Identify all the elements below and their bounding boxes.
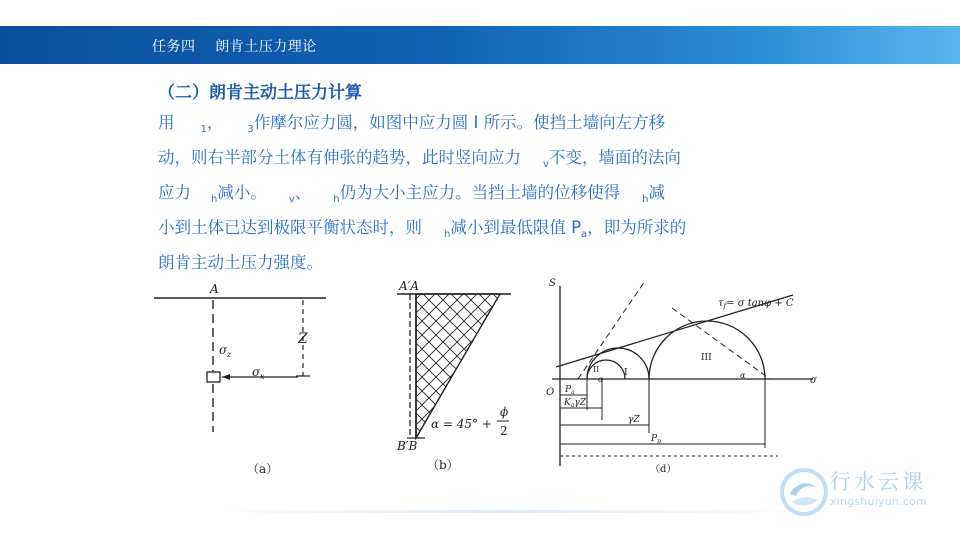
label-o: O bbox=[546, 387, 555, 398]
subscript: v bbox=[543, 159, 549, 170]
paragraph-line-2 bbox=[158, 148, 681, 171]
figure-b-caption: （b） bbox=[427, 458, 459, 472]
logo-url: xingshuiyun.com bbox=[830, 496, 927, 508]
label-top: A′A bbox=[399, 279, 420, 293]
hatch-line bbox=[385, 278, 395, 448]
text: 小到土体已达到极限平衡状态时，则 bbox=[158, 218, 422, 237]
logo-name: 行水云课 bbox=[830, 470, 926, 494]
label-a: A bbox=[210, 282, 219, 296]
hatch-line bbox=[385, 278, 437, 448]
logo bbox=[780, 462, 950, 522]
bottom-divider bbox=[205, 510, 805, 513]
label-circle-i: I bbox=[624, 368, 628, 378]
label-circle-ii: II bbox=[593, 365, 600, 374]
label-sigma-z: σ bbox=[219, 343, 228, 357]
label-sigma-x: σ bbox=[252, 365, 261, 379]
hatch-line bbox=[505, 278, 520, 448]
text: 应力 bbox=[158, 183, 191, 202]
water-wave-logo-icon bbox=[780, 464, 828, 520]
subscript: h bbox=[642, 194, 649, 205]
arrowhead bbox=[222, 374, 230, 380]
text: 作摩尔应力圆，如图中应力圆 I 所示。使挡土墙向左方移 bbox=[253, 113, 666, 132]
text: ，即为所求的 bbox=[587, 218, 687, 237]
hatch-line bbox=[491, 278, 520, 448]
text: 动，则右半部分土体有伸张的趋势，此时竖向应力 bbox=[158, 148, 521, 167]
label-s: S bbox=[549, 278, 556, 289]
text: 仍为大小主应力。当挡土墙的位移使得 bbox=[339, 183, 621, 202]
subscript: h bbox=[211, 194, 218, 205]
label-z: Z bbox=[298, 331, 308, 347]
mohr-circle-iii bbox=[649, 321, 765, 379]
label-pp: $P_p$ bbox=[651, 434, 661, 445]
figure-d-caption: （d） bbox=[650, 464, 677, 475]
text: ， bbox=[206, 113, 224, 132]
hatch-line bbox=[385, 278, 395, 448]
soil-element bbox=[207, 372, 220, 382]
paragraph-line-5: 朗肯主动土压力强度。 bbox=[158, 253, 323, 272]
label-sigma-x-sub: x bbox=[260, 372, 265, 381]
subscript: a bbox=[581, 229, 588, 240]
subscript: h bbox=[444, 229, 451, 240]
text: 减小。 bbox=[217, 183, 267, 202]
text: 用 bbox=[158, 113, 175, 132]
hatch-line bbox=[505, 278, 520, 448]
label-sigma-z-sub: z bbox=[227, 350, 232, 359]
subscript: 1 bbox=[200, 124, 207, 135]
figure-b-wall-wedge bbox=[385, 278, 520, 453]
hatch-line bbox=[519, 278, 520, 448]
hatch-line bbox=[385, 278, 409, 448]
dashed-line-2 bbox=[672, 308, 770, 379]
hatch-line bbox=[385, 278, 423, 448]
text: 、 bbox=[294, 183, 312, 202]
dashed-line-1 bbox=[578, 281, 645, 379]
subscript: 3 bbox=[247, 124, 254, 135]
subscript: h bbox=[333, 194, 340, 205]
label-circle-iii: III bbox=[701, 353, 712, 363]
header-bar bbox=[0, 26, 960, 64]
label-phi: ϕ bbox=[500, 405, 509, 419]
paragraph-line-4 bbox=[158, 218, 686, 241]
section-title: （二）朗肯主动土压力计算 bbox=[158, 83, 362, 103]
figure-a-caption: （a） bbox=[247, 462, 279, 476]
hatch-line bbox=[385, 278, 409, 448]
label-yz: γZ bbox=[628, 415, 640, 425]
label-envelope: $\tau_f= \sigma$ tanφ + C bbox=[718, 298, 794, 310]
label-alpha-2: α bbox=[740, 371, 746, 380]
label-kayz: $K_a\gamma Z$ bbox=[564, 398, 586, 409]
figure-d-mohr-circles bbox=[538, 268, 828, 478]
text: 减 bbox=[648, 183, 665, 202]
hatch-line bbox=[385, 278, 423, 448]
header-title: 任务四 朗肯土压力理论 bbox=[152, 39, 317, 55]
label-pa: $P_a$ bbox=[565, 385, 575, 396]
label-two: 2 bbox=[500, 424, 508, 438]
text: 减小到最低限值 P bbox=[450, 218, 582, 237]
figure-a-stress-element bbox=[148, 280, 333, 480]
subscript: v bbox=[288, 194, 295, 205]
label-alpha-1: α bbox=[598, 375, 604, 384]
text: 不变，墙面的法向 bbox=[548, 148, 681, 167]
paragraph-line-3 bbox=[158, 183, 665, 206]
label-bottom: B′B bbox=[397, 439, 418, 453]
hatch-line bbox=[519, 278, 520, 448]
hatch-line bbox=[385, 278, 437, 448]
label-sigma: σ bbox=[810, 375, 817, 386]
label-alpha: α = 45° + bbox=[431, 417, 492, 431]
paragraph-line-1 bbox=[158, 113, 665, 136]
hatch-line bbox=[491, 278, 520, 448]
